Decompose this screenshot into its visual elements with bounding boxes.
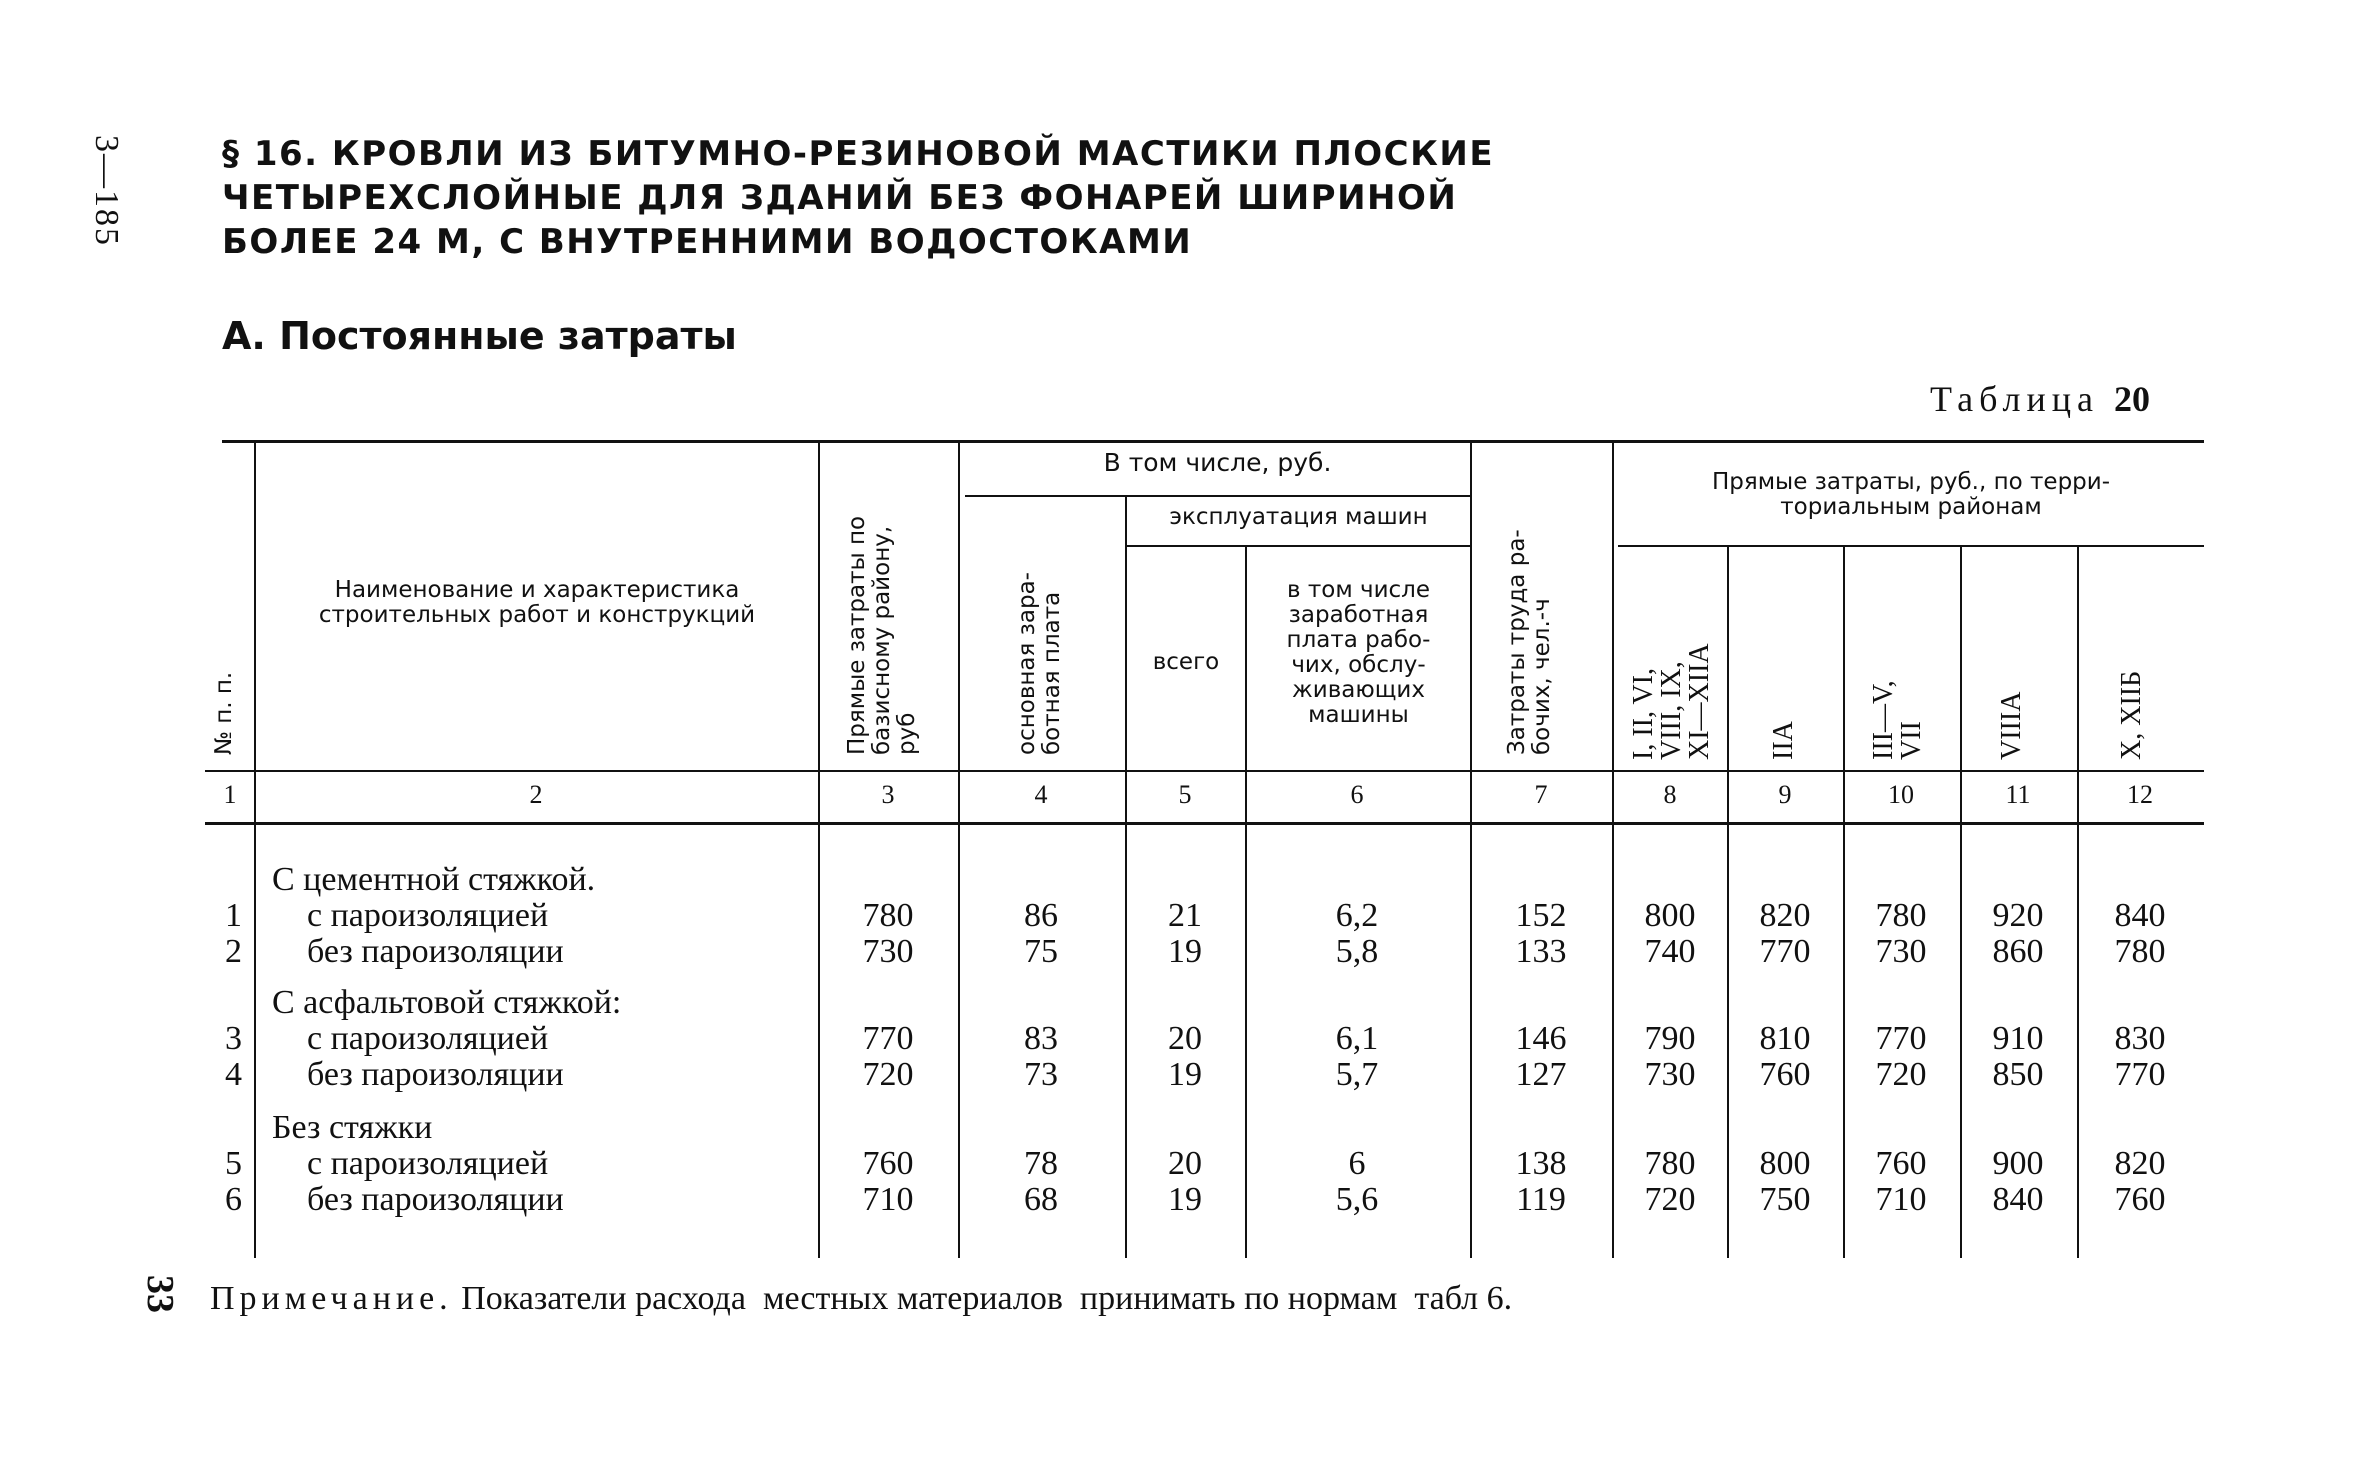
subheading: А. Постоянные затраты xyxy=(222,314,737,358)
table-cell: 730 xyxy=(1875,933,1927,970)
table-cell: 730 xyxy=(1644,1056,1696,1093)
table-cell: 138 xyxy=(1515,1145,1567,1182)
col-divider xyxy=(254,443,256,1258)
table-cell: 75 xyxy=(1024,933,1058,970)
header-region-4: VIIIА xyxy=(1996,691,2027,760)
col-divider xyxy=(818,443,820,1258)
heading-line: БОЛЕЕ 24 М, С ВНУТРЕННИМИ ВОДОСТОКАМИ xyxy=(222,222,1193,262)
table-cell: 6 xyxy=(1348,1145,1366,1182)
row-number: 6 xyxy=(225,1181,242,1218)
note-text: Показатели расхода местных материалов принимать по нормам табл 6. xyxy=(461,1280,1513,1317)
col-divider xyxy=(1843,547,1845,1258)
table-cell: 780 xyxy=(1644,1145,1696,1182)
table-cell: 127 xyxy=(1515,1056,1567,1093)
table-cell: 730 xyxy=(862,933,914,970)
header-rule xyxy=(1618,545,2204,547)
header-incl-rub: В том числе, руб. xyxy=(1103,448,1332,477)
side-code: 3—185 xyxy=(88,135,125,247)
header-labor: Затраты труда ра- бочих, чел.-ч xyxy=(1504,529,1555,755)
table-cell: 119 xyxy=(1516,1181,1566,1218)
table-cell: 710 xyxy=(1875,1181,1927,1218)
header-regional: Прямые затраты, руб., по терри- ториальным районам xyxy=(1711,469,2111,520)
table-cell: 760 xyxy=(1875,1145,1927,1182)
table-cell: 760 xyxy=(1759,1056,1811,1093)
group-title: С цементной стяжкой. xyxy=(272,861,596,898)
table-cell: 910 xyxy=(1992,1020,2044,1057)
header-name: Наименование и характеристика строительных работ и конструкций xyxy=(318,577,756,628)
table-cell: 19 xyxy=(1168,1181,1202,1218)
note-label: Примечание. xyxy=(210,1280,453,1317)
table-cell: 720 xyxy=(1875,1056,1927,1093)
table-cell: 760 xyxy=(2114,1181,2166,1218)
table-cell: 20 xyxy=(1168,1145,1202,1182)
col-number: 2 xyxy=(529,780,543,809)
table-label xyxy=(1930,378,2150,420)
header-incl-wage: в том числе заработная плата рабо- чих, обслу- живающих машины xyxy=(1286,577,1431,728)
heading-line: ЧЕТЫРЕХСЛОЙНЫЕ ДЛЯ ЗДАНИЙ БЕЗ ФОНАРЕЙ ШИРИНОЙ xyxy=(222,178,1458,218)
table-cell: 780 xyxy=(1875,897,1927,934)
row-name: без пароизоляции xyxy=(307,1181,564,1218)
col-number: 12 xyxy=(2127,780,2153,809)
row-name: без пароизоляции xyxy=(307,1056,564,1093)
table-cell: 800 xyxy=(1759,1145,1811,1182)
col-divider xyxy=(2077,547,2079,1258)
header-direct-costs: Прямые затраты по базисному району, руб xyxy=(844,515,920,755)
row-number: 5 xyxy=(225,1145,242,1182)
table-cell: 6,1 xyxy=(1335,1020,1379,1057)
col-number: 4 xyxy=(1034,780,1048,809)
table-cell: 770 xyxy=(1875,1020,1927,1057)
col-number: 10 xyxy=(1888,780,1914,809)
row-number: 1 xyxy=(225,897,242,934)
table-cell: 840 xyxy=(1992,1181,2044,1218)
table-cell: 720 xyxy=(862,1056,914,1093)
table-cell: 83 xyxy=(1024,1020,1058,1057)
table-cell: 68 xyxy=(1024,1181,1058,1218)
col-number: 9 xyxy=(1778,780,1792,809)
col-divider xyxy=(1612,443,1614,1258)
section-heading xyxy=(222,132,1494,264)
table-cell: 770 xyxy=(1759,933,1811,970)
header-region-2: IIА xyxy=(1768,721,1799,760)
table-cell: 760 xyxy=(862,1145,914,1182)
table-cell: 78 xyxy=(1024,1145,1058,1182)
table-label-text: Таблица xyxy=(1930,379,2099,419)
page-number: 33 xyxy=(139,1275,181,1313)
table-cell: 720 xyxy=(1644,1181,1696,1218)
table-cell: 860 xyxy=(1992,933,2044,970)
col-divider xyxy=(1125,497,1127,1258)
table-cell: 740 xyxy=(1644,933,1696,970)
row-name: с пароизоляцией xyxy=(307,1020,549,1057)
group-title: С асфальтовой стяжкой: xyxy=(272,984,622,1021)
group-title: Без стяжки xyxy=(272,1109,433,1146)
header-region-5: X, XIIБ xyxy=(2116,670,2147,760)
col-number: 11 xyxy=(2005,780,2031,809)
table-cell: 770 xyxy=(2114,1056,2166,1093)
table-cell: 780 xyxy=(862,897,914,934)
table-cell: 73 xyxy=(1024,1056,1058,1093)
col-divider xyxy=(1960,547,1962,1258)
table-cell: 5,7 xyxy=(1335,1056,1379,1093)
table-cell: 6,2 xyxy=(1335,897,1379,934)
table-cell: 133 xyxy=(1515,933,1567,970)
header-num: № п. п. xyxy=(211,671,237,755)
row-name: с пароизоляцией xyxy=(307,897,549,934)
table-cell: 152 xyxy=(1515,897,1567,934)
header-rule xyxy=(965,495,1470,497)
table-cell: 770 xyxy=(862,1020,914,1057)
table-cell: 19 xyxy=(1168,933,1202,970)
table-cell: 920 xyxy=(1992,897,2044,934)
table-note xyxy=(210,1280,1512,1318)
header-region-3: III—V, VII xyxy=(1868,680,1927,760)
table-number: 20 xyxy=(2113,379,2150,419)
header-region-1: I, II, VI, VIII, IX, XI—XIIА xyxy=(1628,643,1715,760)
table-cell: 146 xyxy=(1515,1020,1567,1057)
heading-line: § 16. КРОВЛИ ИЗ БИТУМНО-РЕЗИНОВОЙ МАСТИКИ ПЛОСКИЕ xyxy=(222,134,1495,174)
table-cell: 20 xyxy=(1168,1020,1202,1057)
table-cell: 19 xyxy=(1168,1056,1202,1093)
colnum-bottom-rule xyxy=(205,822,2204,825)
table-cell: 790 xyxy=(1644,1020,1696,1057)
col-number: 8 xyxy=(1663,780,1677,809)
row-number: 4 xyxy=(225,1056,242,1093)
col-divider xyxy=(958,443,960,1258)
col-number: 1 xyxy=(223,780,237,809)
row-name: с пароизоляцией xyxy=(307,1145,549,1182)
row-number: 2 xyxy=(225,933,242,970)
table-cell: 710 xyxy=(862,1181,914,1218)
table-cell: 750 xyxy=(1759,1181,1811,1218)
table-cell: 850 xyxy=(1992,1056,2044,1093)
table-cell: 800 xyxy=(1644,897,1696,934)
table-cell: 810 xyxy=(1759,1020,1811,1057)
header-bottom-rule xyxy=(205,770,2204,772)
header-machine-ops: эксплуатация машин xyxy=(1169,504,1428,530)
table-cell: 830 xyxy=(2114,1020,2166,1057)
table-cell: 21 xyxy=(1168,897,1202,934)
header-rule xyxy=(1125,545,1470,547)
row-number: 3 xyxy=(225,1020,242,1057)
table-cell: 900 xyxy=(1992,1145,2044,1182)
table-cell: 820 xyxy=(1759,897,1811,934)
col-number: 3 xyxy=(881,780,895,809)
table-cell: 820 xyxy=(2114,1145,2166,1182)
table-cell: 840 xyxy=(2114,897,2166,934)
col-divider xyxy=(1470,443,1472,1258)
table-top-rule xyxy=(222,440,2204,443)
header-total: всего xyxy=(1152,649,1220,675)
col-number: 6 xyxy=(1350,780,1364,809)
table-cell: 780 xyxy=(2114,933,2166,970)
col-number: 7 xyxy=(1534,780,1548,809)
col-divider xyxy=(1727,547,1729,1258)
row-name: без пароизоляции xyxy=(307,933,564,970)
header-base-wage: основная зара- ботная плата xyxy=(1014,572,1065,755)
table-cell: 5,8 xyxy=(1335,933,1379,970)
table-cell: 86 xyxy=(1024,897,1058,934)
table-cell: 5,6 xyxy=(1335,1181,1379,1218)
col-number: 5 xyxy=(1178,780,1192,809)
